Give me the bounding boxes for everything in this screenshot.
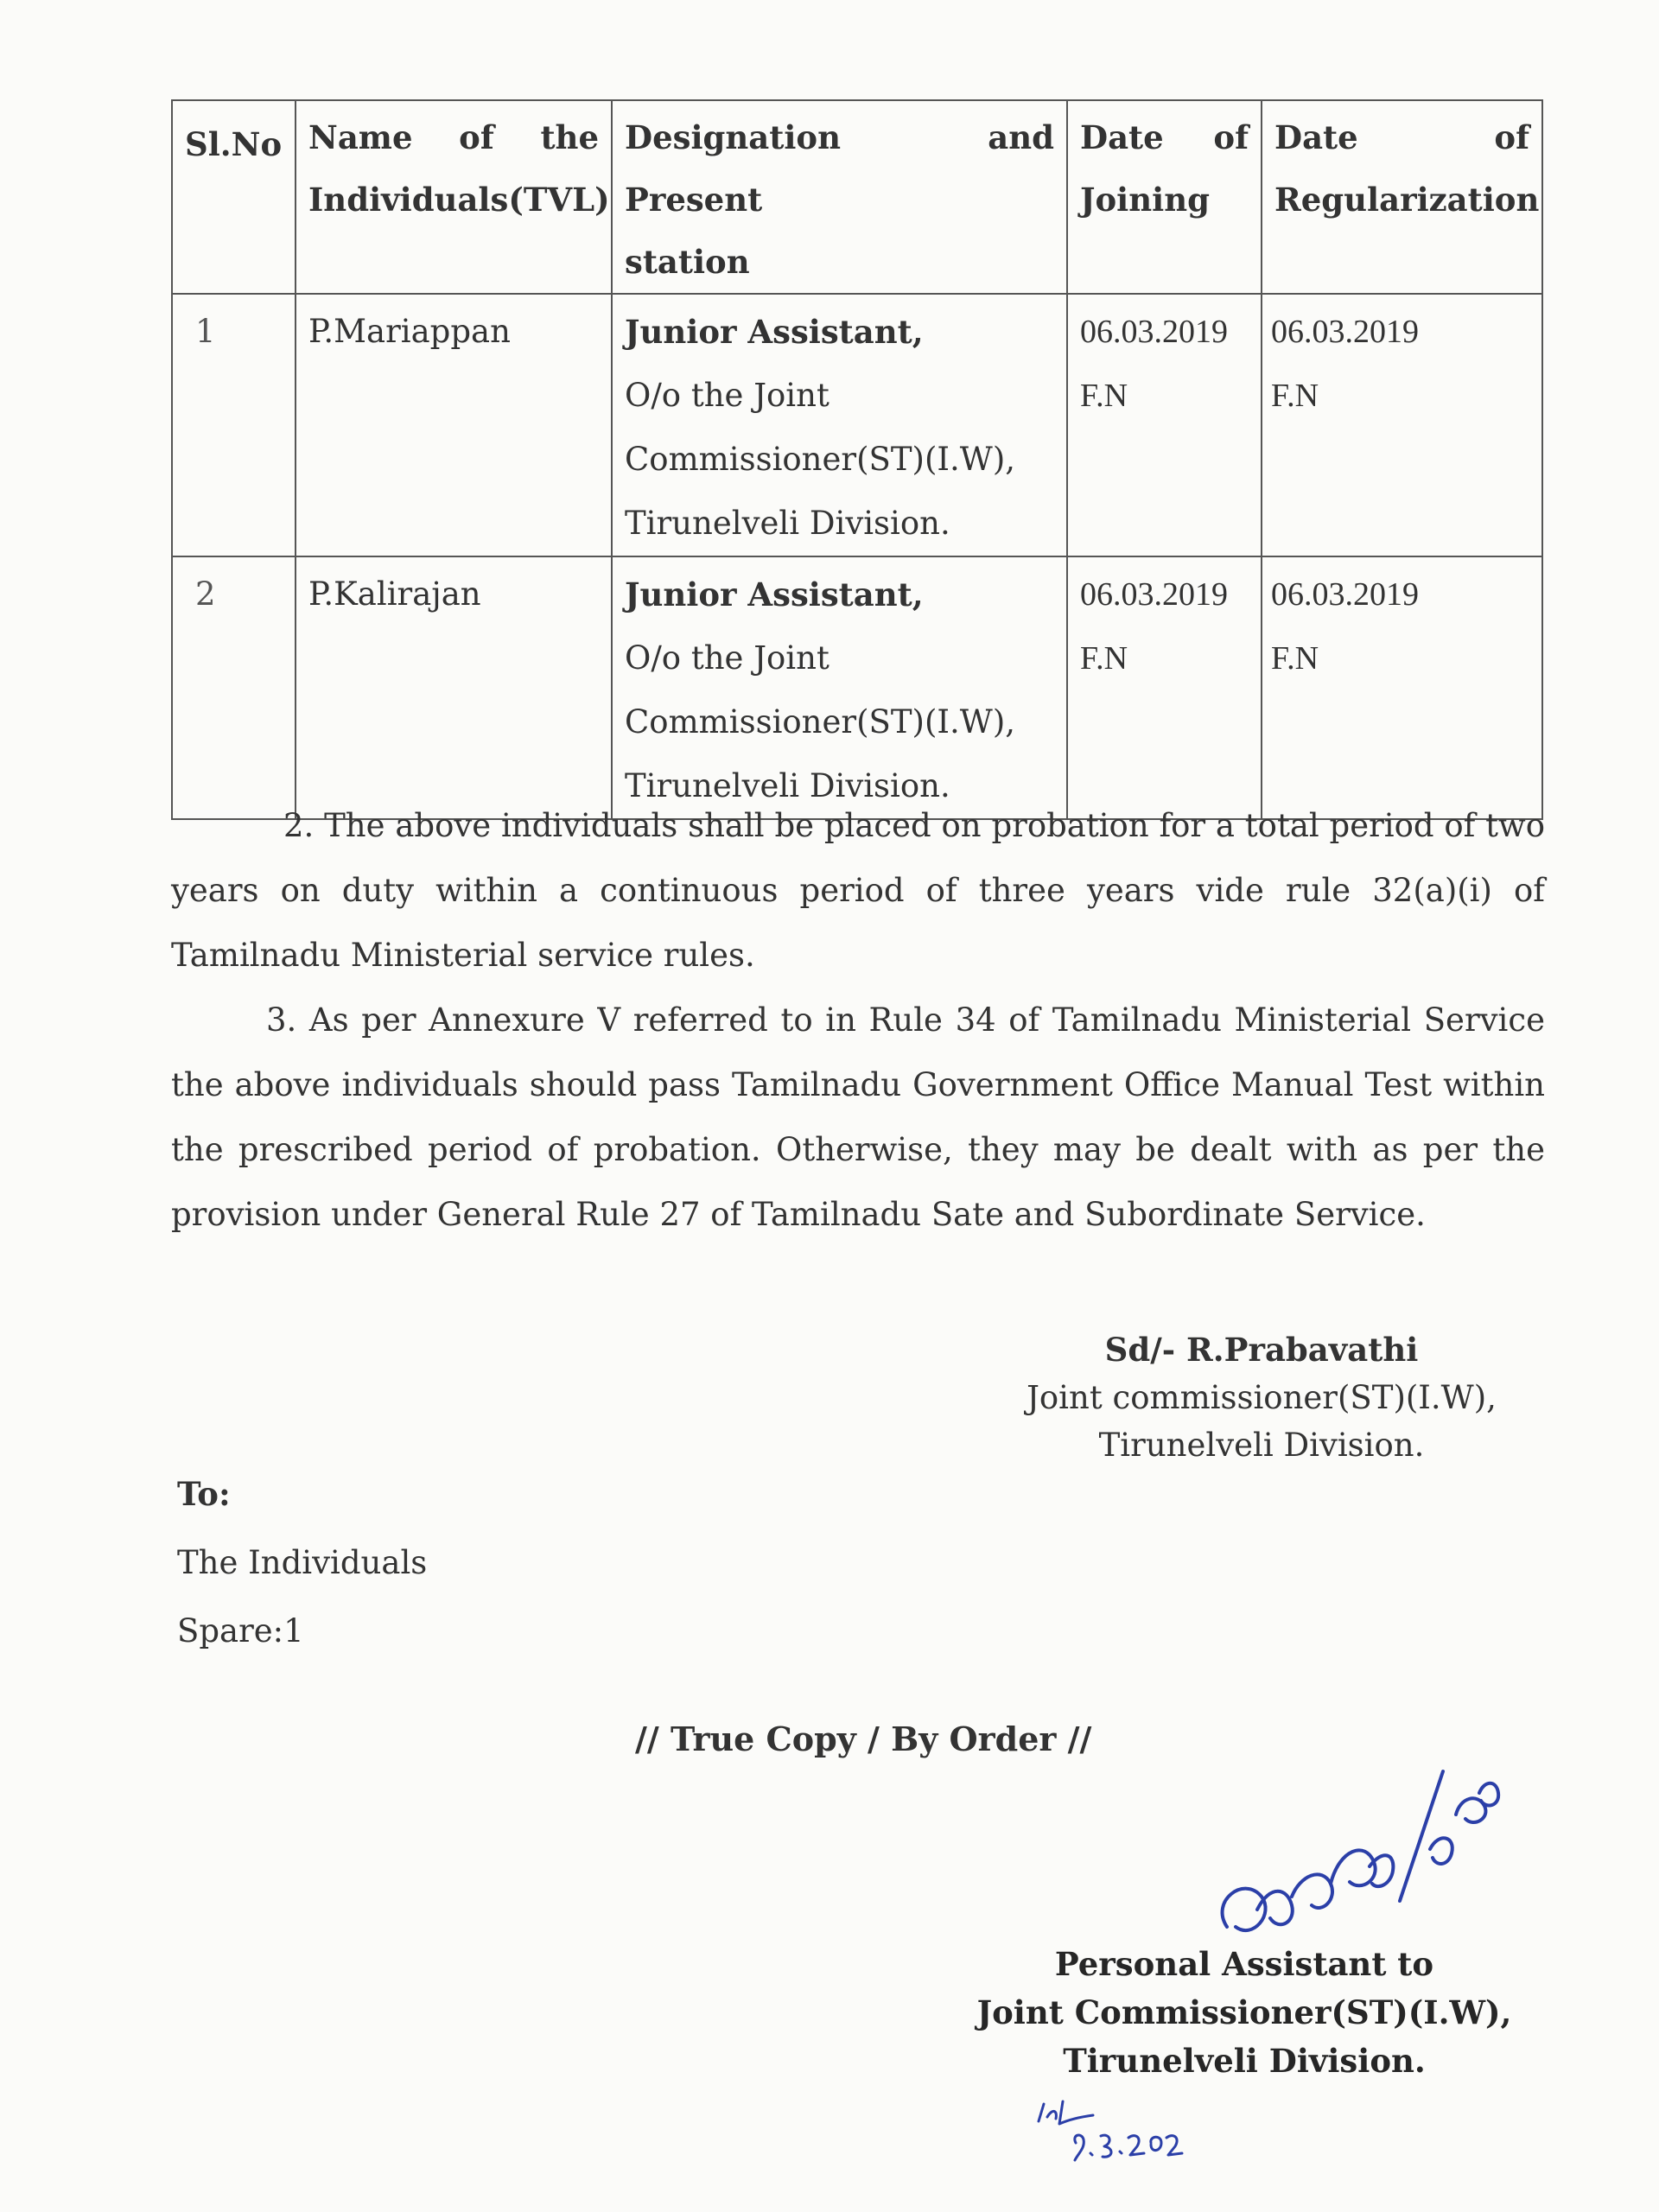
signatory-division: Tirunelveli Division. (1098, 1427, 1425, 1464)
header-slno: Sl.No (172, 100, 296, 294)
cell-slno: 1 (172, 294, 296, 556)
true-copy-line: // True Copy / By Order // (635, 1719, 1092, 1758)
signatory-name: Sd/- R.Prabavathi (1104, 1331, 1419, 1369)
paragraph-probation: 2. The above individuals shall be placed on probation for a total period of two years on duty within a continuous period of three years vide rule 32(a)(i) of Tamilnadu Ministerial service rules. (171, 807, 1545, 974)
header-date-of-joining: Date of Joining (1067, 100, 1262, 294)
attestation-line: Personal Assistant to (1054, 1945, 1434, 1983)
cell-name: P.Mariappan (296, 294, 612, 556)
recipients-label: To: (177, 1475, 231, 1513)
attestation-block (976, 1940, 1512, 2085)
cell-designation: Junior Assistant, O/o the Joint Commissioner(ST)(I.W), Tirunelveli Division. (612, 294, 1067, 556)
cell-joining-date: 06.03.2019 F.N (1067, 556, 1262, 819)
table-row (172, 556, 1542, 819)
recipient-line: Spare:1 (177, 1612, 304, 1649)
handwritten-initials (1210, 1745, 1503, 1961)
header-date-of-regularization: Date of Regularization (1262, 100, 1542, 294)
attestation-line: Joint Commissioner(ST)(I.W), (976, 1993, 1512, 2031)
recipients-block (177, 1460, 427, 1665)
signatory-designation: Joint commissioner(ST)(I.W), (1027, 1379, 1497, 1416)
signatory-block (1020, 1326, 1503, 1469)
appointment-table (171, 99, 1543, 820)
recipient-line: The Individuals (177, 1544, 428, 1581)
cell-name: P.Kalirajan (296, 556, 612, 819)
attestation-line: Tirunelveli Division. (1063, 2042, 1426, 2080)
paragraph-office-manual-test: 3. As per Annexure V referred to in Rule 34 of Tamilnadu Ministerial Service the above individuals should pass Tamilnadu Government Office Manual Test within the prescribed period of probation. Otherwise, they may be dealt with as per the provision under General Rule 27 of Tamilnadu Sate and Subordinate Service. (171, 1001, 1545, 1233)
header-name: Name of the Individuals(TVL) (296, 100, 612, 294)
table-header-row (172, 100, 1542, 294)
dated-initials (1028, 2082, 1192, 2177)
header-designation: Designation and Present station (612, 100, 1067, 294)
cell-regularization-date: 06.03.2019 F.N (1262, 556, 1542, 819)
table-row (172, 294, 1542, 556)
cell-slno: 2 (172, 556, 296, 819)
cell-regularization-date: 06.03.2019 F.N (1262, 294, 1542, 556)
cell-designation: Junior Assistant, O/o the Joint Commissioner(ST)(I.W), Tirunelveli Division. (612, 556, 1067, 819)
cell-joining-date: 06.03.2019 F.N (1067, 294, 1262, 556)
